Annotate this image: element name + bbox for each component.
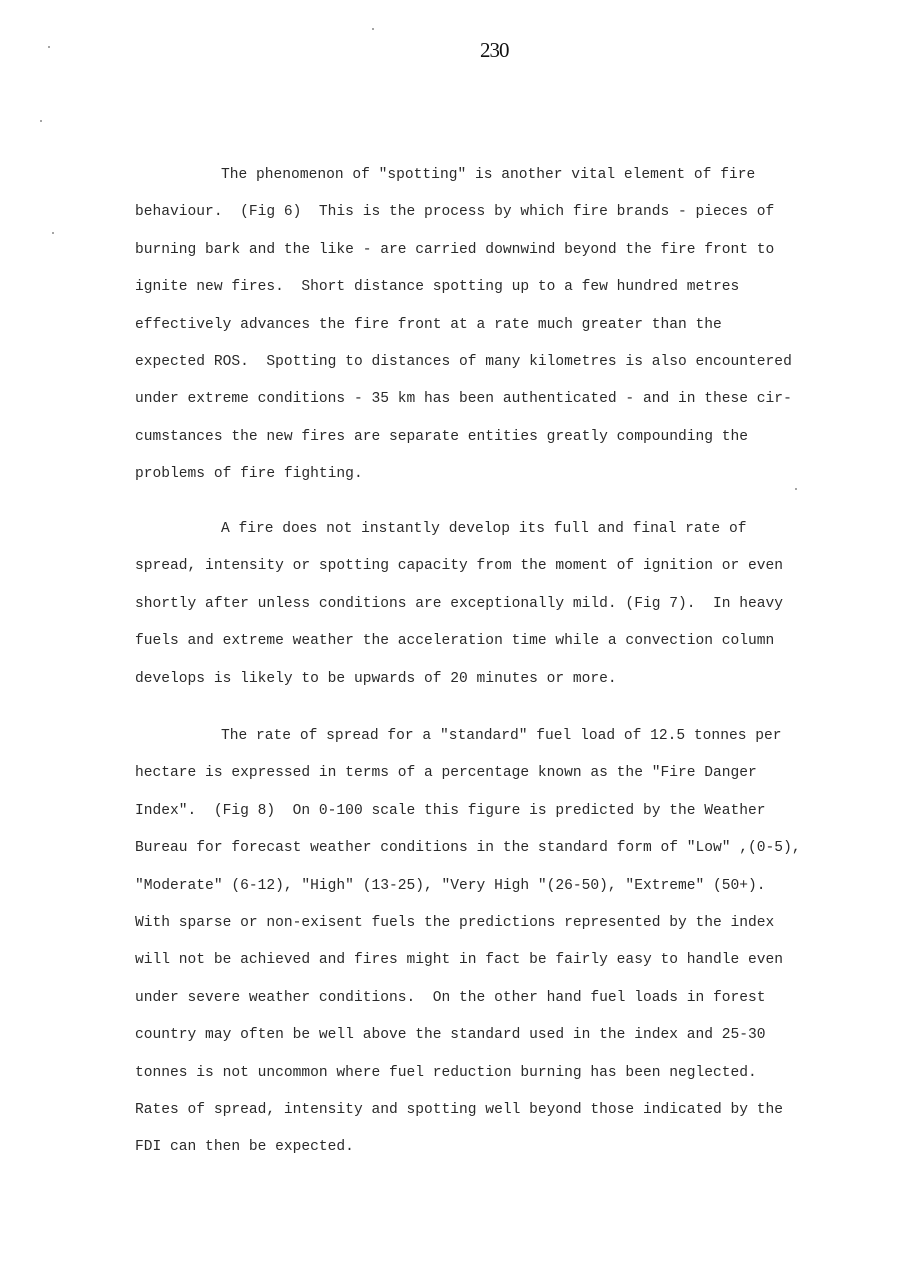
scan-speck — [52, 232, 54, 234]
text-line: Bureau for forecast weather conditions in the standard form of "Low" ,(0-5), — [135, 840, 801, 857]
scan-speck — [40, 120, 42, 122]
text-line: burning bark and the like - are carried downwind beyond the fire front to — [135, 241, 775, 258]
text-line: ignite new fires. Short distance spotting up to a few hundred metres — [135, 279, 740, 296]
text-line: behaviour. (Fig 6) This is the process by which fire brands - pieces of — [135, 204, 775, 221]
text-line: "Moderate" (6-12), "High" (13-25), "Very High "(26-50), "Extreme" (50+). — [135, 877, 766, 894]
text-line: hectare is expressed in terms of a percentage known as the "Fire Danger — [135, 765, 757, 782]
text-line: Rates of spread, intensity and spotting well beyond those indicated by the — [135, 1102, 784, 1119]
text-line: FDI can then be expected. — [135, 1139, 354, 1156]
text-line: will not be achieved and fires might in fact be fairly easy to handle even — [135, 952, 784, 969]
text-line: under extreme conditions - 35 km has been authenticated - and in these cir- — [135, 391, 792, 408]
scan-speck — [372, 28, 374, 30]
text-line: The phenomenon of "spotting" is another vital element of fire — [221, 167, 756, 183]
text-line: A fire does not instantly develop its full and final rate of — [221, 521, 747, 537]
text-line: cumstances the new fires are separate entities greatly compounding the — [135, 428, 749, 445]
text-line: fuels and extreme weather the acceleration time while a convection column — [135, 633, 775, 650]
text-line: shortly after unless conditions are exceptionally mild. (Fig 7). In heavy — [135, 595, 784, 612]
page-number: 230 — [480, 38, 509, 62]
text-line: under severe weather conditions. On the other hand fuel loads in forest — [135, 989, 766, 1006]
text-line: tonnes is not uncommon where fuel reduction burning has been neglected. — [135, 1064, 757, 1081]
scan-speck — [48, 46, 50, 48]
text-line: problems of fire fighting. — [135, 466, 363, 483]
paragraph-fire-danger-index — [135, 718, 835, 1167]
text-line: With sparse or non-exisent fuels the predictions represented by the index — [135, 915, 775, 932]
paragraph-acceleration — [135, 511, 835, 698]
text-line: Index". (Fig 8) On 0-100 scale this figure is predicted by the Weather — [135, 802, 766, 819]
text-line: effectively advances the fire front at a rate much greater than the — [135, 316, 722, 333]
text-line: country may often be well above the standard used in the index and 25-30 — [135, 1027, 766, 1044]
text-line: The rate of spread for a "standard" fuel load of 12.5 tonnes per — [221, 728, 782, 744]
text-line: develops is likely to be upwards of 20 minutes or more. — [135, 670, 617, 687]
text-line: expected ROS. Spotting to distances of many kilometres is also encountered — [135, 354, 792, 371]
paragraph-spotting — [135, 157, 835, 494]
text-line: spread, intensity or spotting capacity from the moment of ignition or even — [135, 558, 784, 575]
